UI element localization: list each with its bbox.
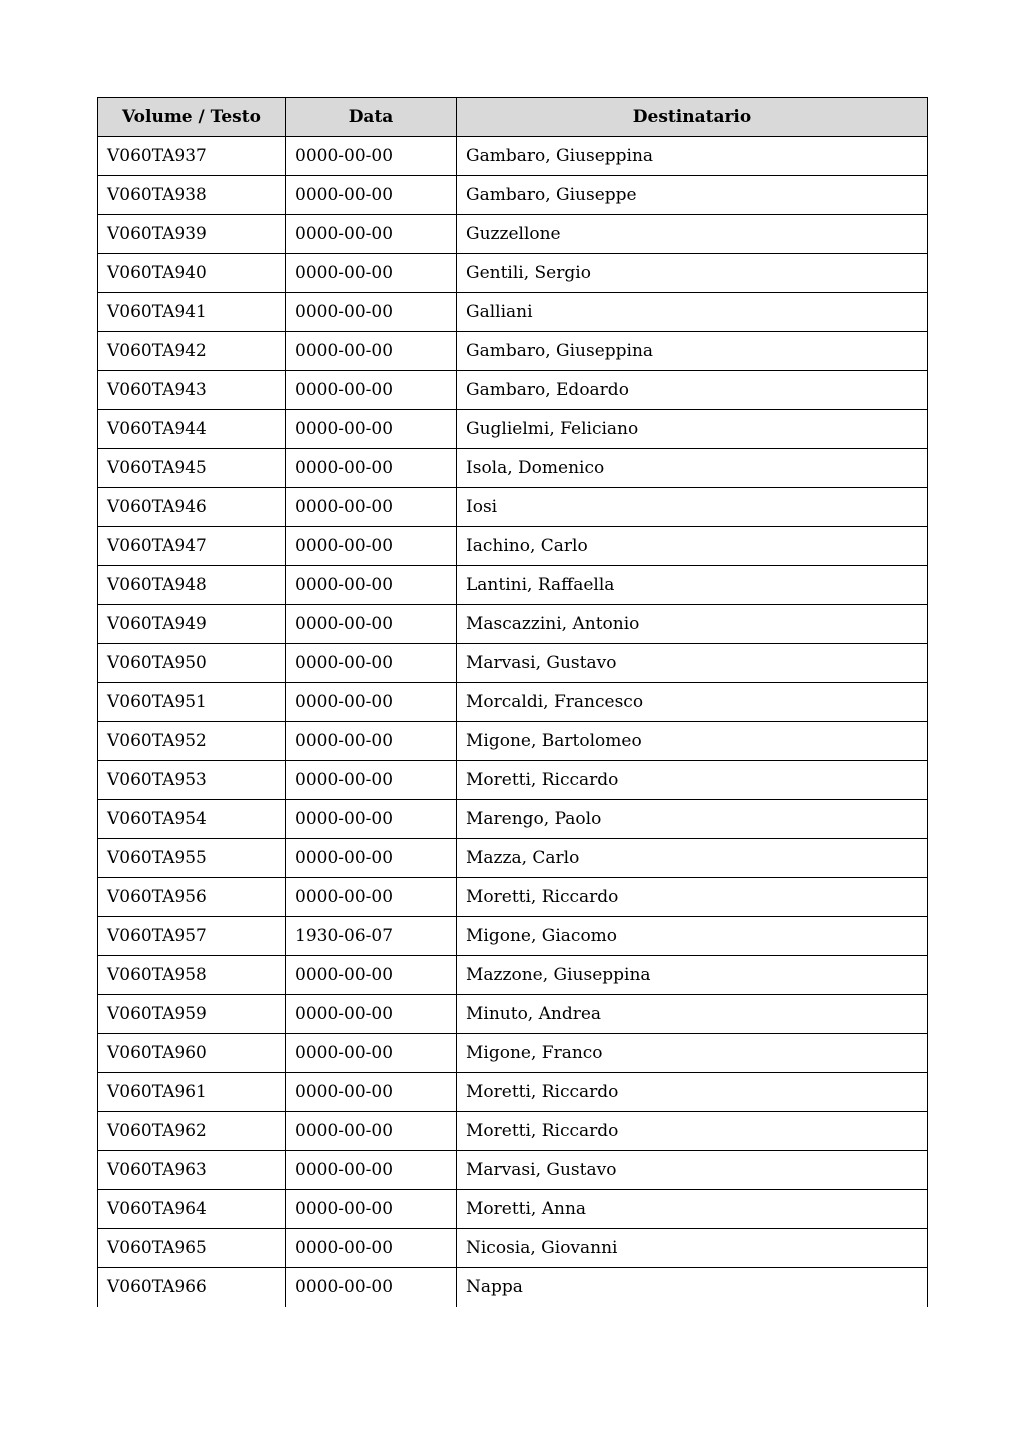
table-row — [98, 878, 928, 917]
table-row — [98, 605, 928, 644]
cell-data: 0000-00-00 — [286, 527, 457, 566]
cell-destinatario: Marvasi, Gustavo — [457, 1151, 928, 1190]
table-row — [98, 137, 928, 176]
cell-data: 0000-00-00 — [286, 1073, 457, 1112]
cell-volume-testo: V060TA965 — [98, 1229, 286, 1268]
cell-destinatario: Guglielmi, Feliciano — [457, 410, 928, 449]
cell-data: 0000-00-00 — [286, 878, 457, 917]
cell-destinatario: Nappa — [457, 1268, 928, 1307]
cell-data: 0000-00-00 — [286, 488, 457, 527]
table-row — [98, 488, 928, 527]
cell-data: 0000-00-00 — [286, 722, 457, 761]
cell-destinatario: Isola, Domenico — [457, 449, 928, 488]
table-row — [98, 839, 928, 878]
cell-volume-testo: V060TA945 — [98, 449, 286, 488]
cell-destinatario: Galliani — [457, 293, 928, 332]
cell-volume-testo: V060TA949 — [98, 605, 286, 644]
cell-data: 0000-00-00 — [286, 800, 457, 839]
cell-volume-testo: V060TA942 — [98, 332, 286, 371]
cell-destinatario: Migone, Giacomo — [457, 917, 928, 956]
cell-data: 0000-00-00 — [286, 956, 457, 995]
cell-data: 1930-06-07 — [286, 917, 457, 956]
table-row — [98, 410, 928, 449]
cell-destinatario: Mazza, Carlo — [457, 839, 928, 878]
cell-data: 0000-00-00 — [286, 215, 457, 254]
table-row — [98, 176, 928, 215]
table-row — [98, 1268, 928, 1307]
cell-data: 0000-00-00 — [286, 995, 457, 1034]
cell-volume-testo: V060TA937 — [98, 137, 286, 176]
cell-volume-testo: V060TA944 — [98, 410, 286, 449]
cell-volume-testo: V060TA966 — [98, 1268, 286, 1307]
cell-volume-testo: V060TA955 — [98, 839, 286, 878]
table-row — [98, 449, 928, 488]
column-header-data: Data — [286, 98, 457, 137]
cell-data: 0000-00-00 — [286, 1229, 457, 1268]
cell-destinatario: Marvasi, Gustavo — [457, 644, 928, 683]
cell-data: 0000-00-00 — [286, 332, 457, 371]
cell-volume-testo: V060TA948 — [98, 566, 286, 605]
cell-volume-testo: V060TA960 — [98, 1034, 286, 1073]
cell-destinatario: Mascazzini, Antonio — [457, 605, 928, 644]
cell-destinatario: Gentili, Sergio — [457, 254, 928, 293]
letters-table — [97, 97, 928, 1307]
cell-destinatario: Gambaro, Giuseppina — [457, 332, 928, 371]
cell-destinatario: Moretti, Riccardo — [457, 761, 928, 800]
cell-volume-testo: V060TA938 — [98, 176, 286, 215]
table-header-row — [98, 98, 928, 137]
cell-volume-testo: V060TA962 — [98, 1112, 286, 1151]
cell-destinatario: Migone, Franco — [457, 1034, 928, 1073]
table-row — [98, 995, 928, 1034]
cell-destinatario: Moretti, Anna — [457, 1190, 928, 1229]
cell-volume-testo: V060TA939 — [98, 215, 286, 254]
table-row — [98, 215, 928, 254]
cell-destinatario: Migone, Bartolomeo — [457, 722, 928, 761]
cell-data: 0000-00-00 — [286, 293, 457, 332]
table-body — [98, 137, 928, 1307]
cell-destinatario: Gambaro, Giuseppe — [457, 176, 928, 215]
cell-destinatario: Iachino, Carlo — [457, 527, 928, 566]
cell-data: 0000-00-00 — [286, 137, 457, 176]
table-row — [98, 683, 928, 722]
cell-data: 0000-00-00 — [286, 1190, 457, 1229]
cell-volume-testo: V060TA951 — [98, 683, 286, 722]
cell-destinatario: Moretti, Riccardo — [457, 1073, 928, 1112]
cell-data: 0000-00-00 — [286, 1151, 457, 1190]
cell-data: 0000-00-00 — [286, 605, 457, 644]
cell-volume-testo: V060TA956 — [98, 878, 286, 917]
table-row — [98, 1229, 928, 1268]
cell-data: 0000-00-00 — [286, 449, 457, 488]
cell-destinatario: Lantini, Raffaella — [457, 566, 928, 605]
cell-data: 0000-00-00 — [286, 176, 457, 215]
cell-data: 0000-00-00 — [286, 1034, 457, 1073]
table-row — [98, 566, 928, 605]
cell-volume-testo: V060TA954 — [98, 800, 286, 839]
cell-volume-testo: V060TA963 — [98, 1151, 286, 1190]
table-row — [98, 1034, 928, 1073]
cell-volume-testo: V060TA964 — [98, 1190, 286, 1229]
cell-data: 0000-00-00 — [286, 644, 457, 683]
cell-volume-testo: V060TA959 — [98, 995, 286, 1034]
table-row — [98, 1112, 928, 1151]
table-row — [98, 917, 928, 956]
cell-data: 0000-00-00 — [286, 410, 457, 449]
cell-data: 0000-00-00 — [286, 761, 457, 800]
table-row — [98, 1073, 928, 1112]
cell-volume-testo: V060TA941 — [98, 293, 286, 332]
table-row — [98, 254, 928, 293]
table-row — [98, 293, 928, 332]
table-row — [98, 1151, 928, 1190]
cell-destinatario: Morcaldi, Francesco — [457, 683, 928, 722]
cell-volume-testo: V060TA952 — [98, 722, 286, 761]
cell-volume-testo: V060TA940 — [98, 254, 286, 293]
cell-data: 0000-00-00 — [286, 683, 457, 722]
cell-destinatario: Moretti, Riccardo — [457, 878, 928, 917]
cell-data: 0000-00-00 — [286, 839, 457, 878]
cell-volume-testo: V060TA947 — [98, 527, 286, 566]
column-header-destinatario: Destinatario — [457, 98, 928, 137]
column-header-volume-testo: Volume / Testo — [98, 98, 286, 137]
cell-volume-testo: V060TA958 — [98, 956, 286, 995]
cell-destinatario: Nicosia, Giovanni — [457, 1229, 928, 1268]
cell-destinatario: Iosi — [457, 488, 928, 527]
table-row — [98, 800, 928, 839]
table-row — [98, 644, 928, 683]
cell-destinatario: Gambaro, Giuseppina — [457, 137, 928, 176]
cell-data: 0000-00-00 — [286, 1112, 457, 1151]
table-row — [98, 332, 928, 371]
cell-volume-testo: V060TA946 — [98, 488, 286, 527]
cell-data: 0000-00-00 — [286, 254, 457, 293]
cell-volume-testo: V060TA957 — [98, 917, 286, 956]
table-row — [98, 956, 928, 995]
table-row — [98, 1190, 928, 1229]
cell-volume-testo: V060TA961 — [98, 1073, 286, 1112]
cell-volume-testo: V060TA950 — [98, 644, 286, 683]
cell-data: 0000-00-00 — [286, 566, 457, 605]
table-row — [98, 761, 928, 800]
cell-destinatario: Mazzone, Giuseppina — [457, 956, 928, 995]
table-row — [98, 722, 928, 761]
cell-destinatario: Moretti, Riccardo — [457, 1112, 928, 1151]
cell-data: 0000-00-00 — [286, 371, 457, 410]
cell-destinatario: Gambaro, Edoardo — [457, 371, 928, 410]
cell-destinatario: Marengo, Paolo — [457, 800, 928, 839]
cell-volume-testo: V060TA953 — [98, 761, 286, 800]
table-row — [98, 371, 928, 410]
cell-data: 0000-00-00 — [286, 1268, 457, 1307]
table-row — [98, 527, 928, 566]
cell-volume-testo: V060TA943 — [98, 371, 286, 410]
cell-destinatario: Minuto, Andrea — [457, 995, 928, 1034]
cell-destinatario: Guzzellone — [457, 215, 928, 254]
